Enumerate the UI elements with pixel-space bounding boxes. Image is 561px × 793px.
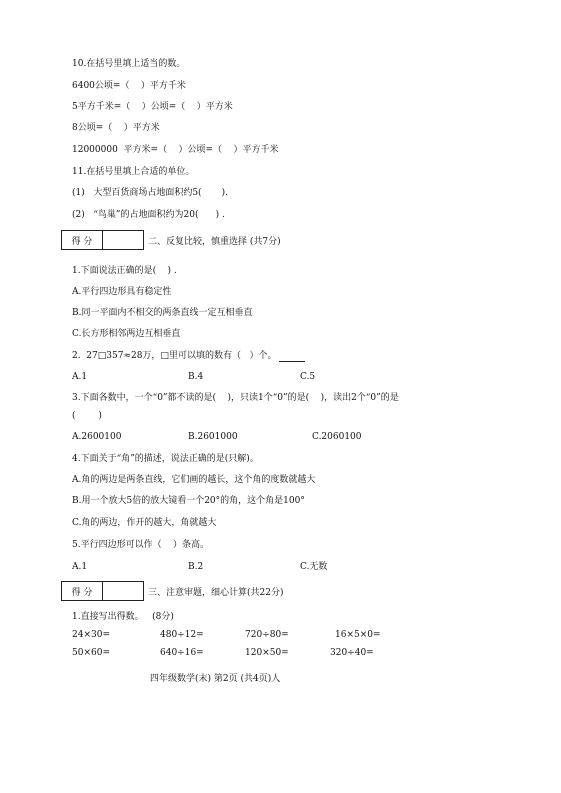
s2-q4: 4.下面关于“角”的描述，说法正确的是(只解)。 xyxy=(72,454,259,464)
calc-item: 320÷40= xyxy=(330,648,374,658)
s2-q3-option-c: C.2060100 xyxy=(312,432,362,442)
q10-line4: 12000000 平方米=（ ）公顷=（ ）平方千米 xyxy=(72,145,279,155)
score-field[interactable] xyxy=(103,231,143,249)
s2-q2-option-a: A.1 xyxy=(72,372,88,382)
s3-q1: 1.直接写出得数。 (8分) xyxy=(72,612,174,622)
q10-line3: 8公顷=（ ）平方米 xyxy=(72,123,160,133)
s2-q5-option-b: B.2 xyxy=(188,562,204,572)
s2-q5-option-a: A.1 xyxy=(72,562,88,572)
calc-item: 120×50= xyxy=(245,648,289,658)
calc-item: 720÷80= xyxy=(245,630,289,640)
score-field[interactable] xyxy=(103,582,143,600)
s2-q3: 3.下面各数中，一个“0”都不读的是( )，只读1个“0”的是( )，读出2个“0”的是 xyxy=(72,393,399,403)
q11-line1: (1) 大型百货商场占地面积约5( ). xyxy=(72,188,228,198)
s2-q5-option-c: C.无数 xyxy=(300,562,328,572)
q10-line1: 6400公顷=（ ）平方千米 xyxy=(72,81,186,91)
calc-item: 24×30= xyxy=(72,630,110,640)
score-box xyxy=(61,230,144,250)
s2-q2 xyxy=(72,350,305,362)
q11-line2: (2) “鸟巢”的占地面积约为20( ) . xyxy=(72,210,225,220)
s2-q1-option-c: C.长方形相邻两边互相垂直 xyxy=(72,329,181,339)
calc-item: 16×5×0= xyxy=(335,630,381,640)
section3-header xyxy=(61,581,283,601)
page-footer: 四年级数学(末) 第2页 (共4页)人 xyxy=(150,674,281,684)
score-label: 得 分 xyxy=(62,582,103,600)
s2-q4-option-a: A.角的两边是两条直线，它们画的越长，这个角的度数就越大 xyxy=(72,475,316,485)
section3-title: 三、注意审题，细心计算(共22分) xyxy=(148,587,284,598)
s2-q3-continued: ( ) xyxy=(72,411,102,421)
calc-item: 640÷16= xyxy=(160,648,204,658)
score-box xyxy=(61,581,144,601)
s2-q1: 1.下面说法正确的是( ) . xyxy=(72,266,177,276)
calc-item: 480÷12= xyxy=(160,630,204,640)
q11-title: 11.在括号里填上合适的单位。 xyxy=(72,167,195,177)
q10-title: 10.在括号里填上适当的数。 xyxy=(72,59,186,69)
s2-q4-option-c: C.角的两边，作开的越大，角就越大 xyxy=(72,518,217,528)
answer-blank[interactable] xyxy=(279,352,305,362)
s2-q2-option-b: B.4 xyxy=(188,372,204,382)
s2-q1-option-a: A.平行四边形具有稳定性 xyxy=(72,287,172,297)
s2-q3-option-a: A.2600100 xyxy=(72,432,122,442)
section2-title: 二、反复比较，慎重选择 (共7分) xyxy=(148,236,281,247)
s2-q2-text: 2. 27□357≈28万，□里可以填的数有（ ）个。 xyxy=(72,351,277,361)
q10-line2: 5平方千米=（ ）公顷=（ ）平方米 xyxy=(72,102,233,112)
s2-q4-option-b: B.用一个放大5倍的放大镜看一个20°的角，这个角是100° xyxy=(72,496,305,506)
calc-item: 50×60= xyxy=(72,648,110,658)
score-label: 得 分 xyxy=(62,231,103,249)
s2-q2-option-c: C.5 xyxy=(300,372,316,382)
s2-q3-option-b: B.2601000 xyxy=(188,432,238,442)
s2-q1-option-b: B.同一平面内不相交的两条直线一定互相垂直 xyxy=(72,308,253,318)
section2-header xyxy=(61,230,281,250)
s2-q5: 5.平行四边形可以作（ ）条高。 xyxy=(72,540,210,550)
